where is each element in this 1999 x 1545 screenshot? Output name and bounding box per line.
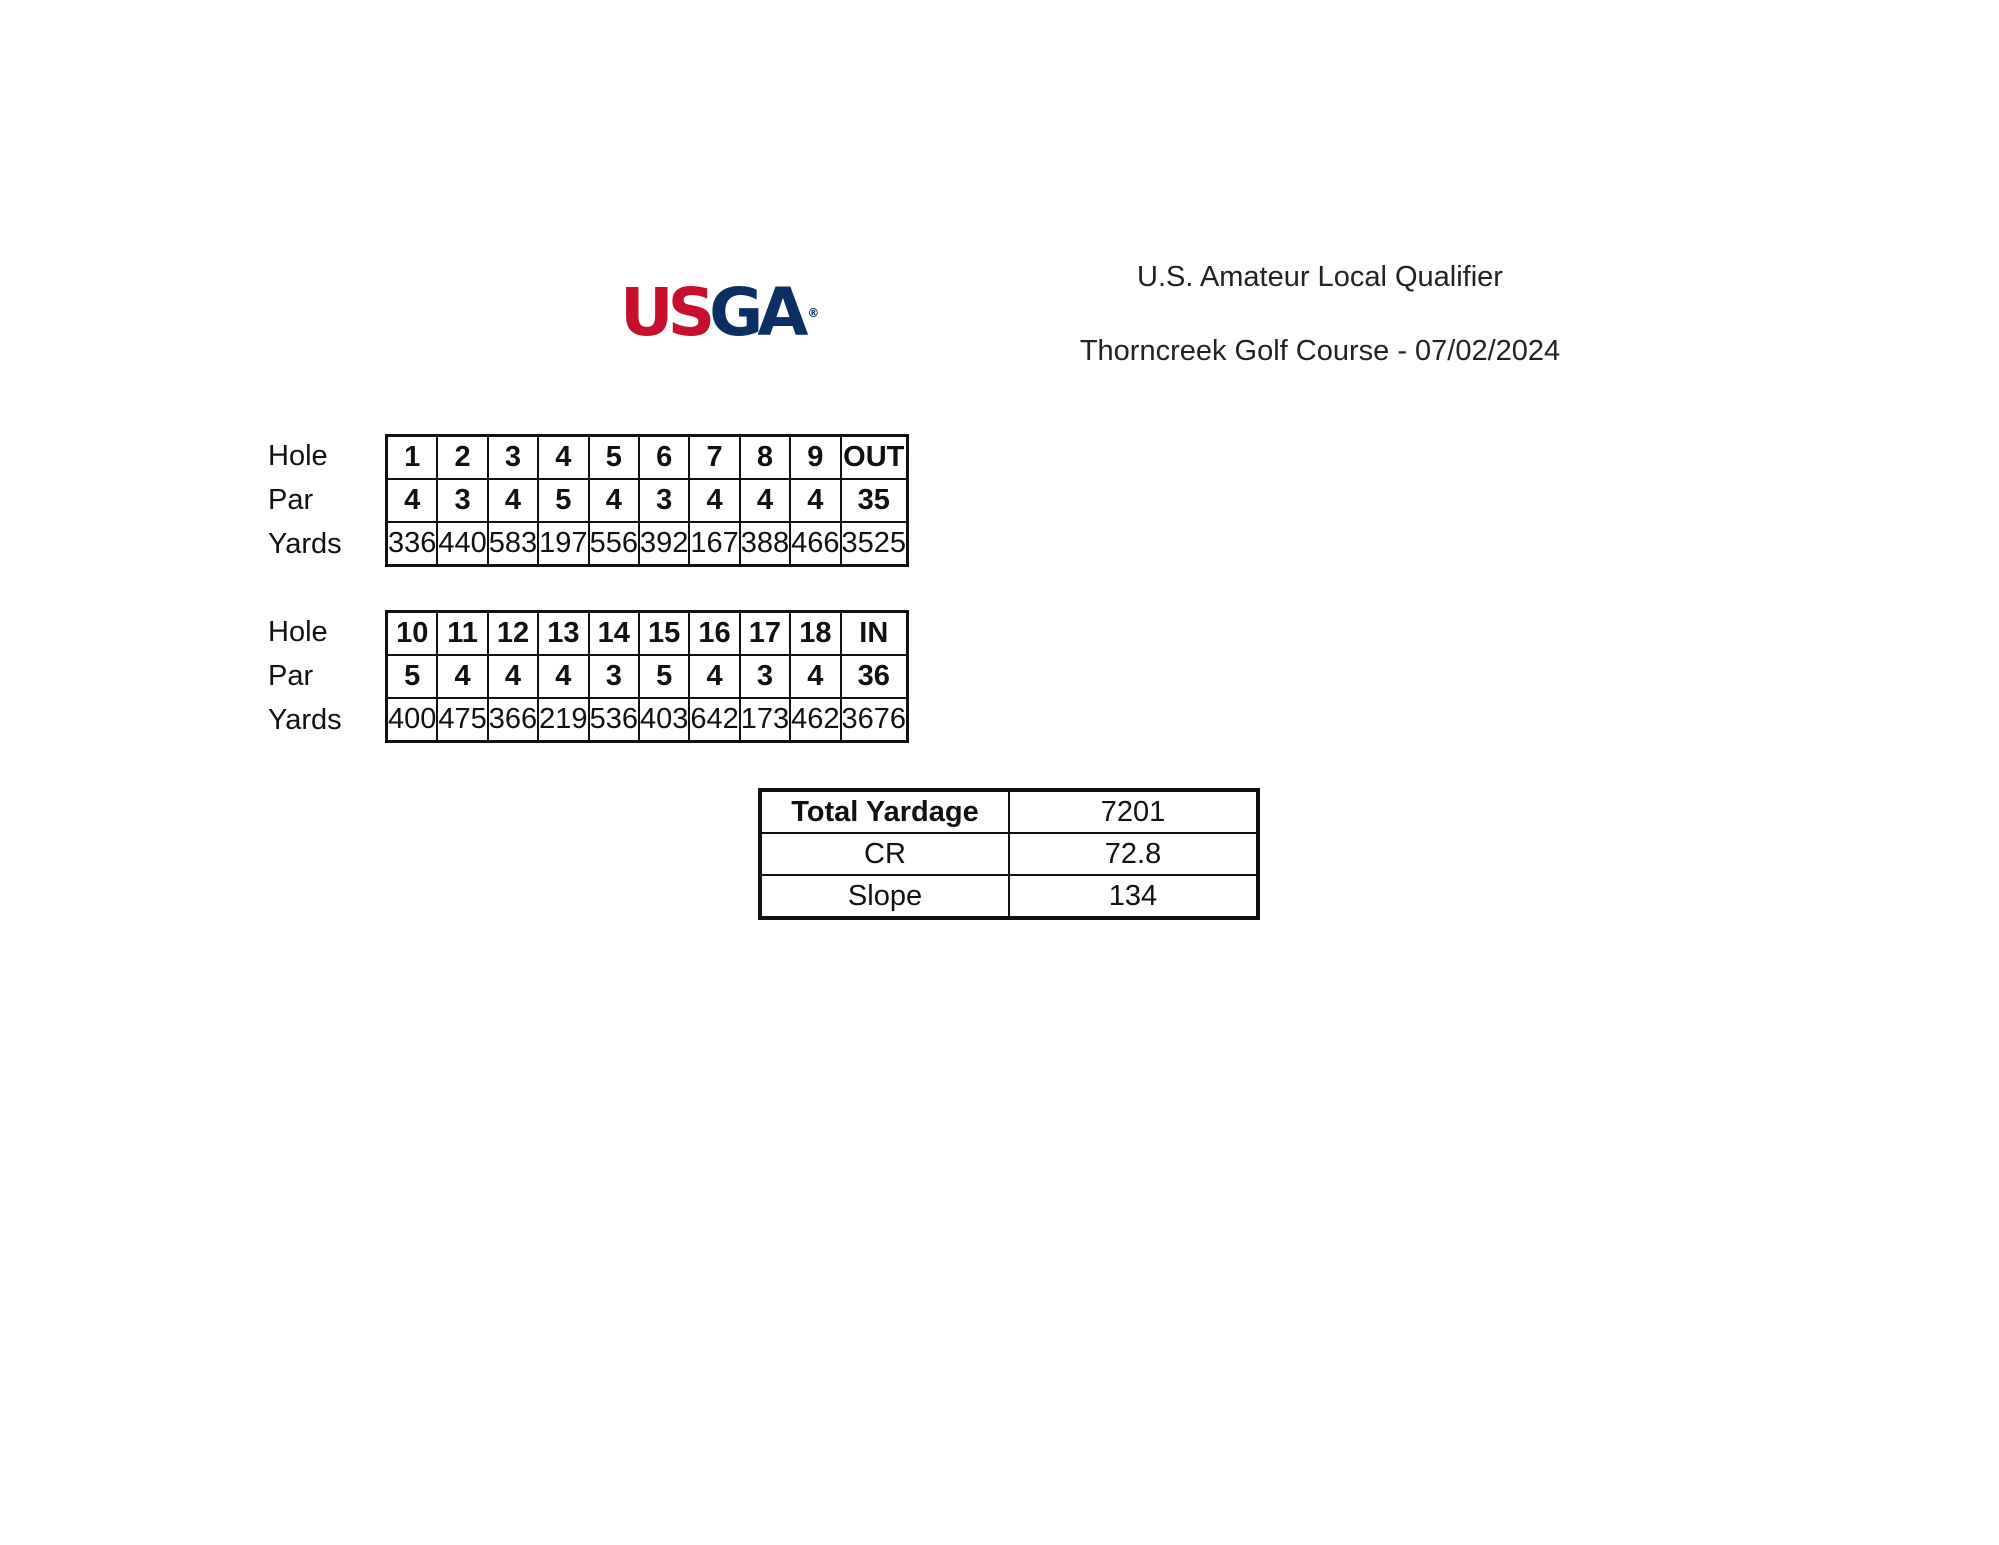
hole-label: Hole: [268, 616, 328, 648]
yards-cell: 440: [437, 522, 487, 566]
hole-cell: OUT: [841, 436, 908, 480]
par-cell: 4: [488, 655, 538, 698]
course-rating-value: 72.8: [1009, 833, 1258, 875]
hole-row: [387, 436, 908, 480]
yards-cell: 366: [488, 698, 538, 742]
par-cell: 4: [689, 655, 739, 698]
par-row: [387, 479, 908, 522]
par-cell: 3: [740, 655, 790, 698]
hole-cell: 10: [387, 612, 438, 656]
yards-cell: 392: [639, 522, 689, 566]
course-summary-table: [758, 788, 1260, 920]
total-yardage-value: 7201: [1009, 790, 1258, 833]
yards-cell: 219: [538, 698, 588, 742]
hole-cell: IN: [841, 612, 908, 656]
yards-cell: 466: [790, 522, 840, 566]
par-cell: 4: [740, 479, 790, 522]
course-rating-row: [760, 833, 1258, 875]
yards-cell: 388: [740, 522, 790, 566]
yards-cell: 462: [790, 698, 840, 742]
yards-cell: 556: [589, 522, 639, 566]
yards-cell: 3525: [841, 522, 908, 566]
yards-cell: 475: [437, 698, 487, 742]
hole-cell: 15: [639, 612, 689, 656]
yards-cell: 336: [387, 522, 438, 566]
yards-cell: 173: [740, 698, 790, 742]
hole-row: [387, 612, 908, 656]
hole-cell: 11: [437, 612, 487, 656]
total-yardage-row: [760, 790, 1258, 833]
slope-value: 134: [1009, 875, 1258, 918]
par-cell: 4: [790, 655, 840, 698]
hole-label: Hole: [268, 440, 328, 472]
par-row: [387, 655, 908, 698]
front-nine-table: [385, 434, 909, 567]
total-yardage-label: Total Yardage: [760, 790, 1009, 833]
par-cell: 3: [639, 479, 689, 522]
yards-label: Yards: [268, 704, 342, 736]
hole-cell: 4: [538, 436, 588, 480]
back-row-labels: [266, 610, 376, 742]
yards-cell: 400: [387, 698, 438, 742]
course-rating-label: CR: [760, 833, 1009, 875]
yards-cell: 167: [689, 522, 739, 566]
par-cell: 5: [639, 655, 689, 698]
hole-cell: 13: [538, 612, 588, 656]
par-cell: 5: [538, 479, 588, 522]
par-cell: 4: [387, 479, 438, 522]
front-row-labels: [266, 434, 376, 566]
yards-label: Yards: [268, 528, 342, 560]
hole-cell: 7: [689, 436, 739, 480]
hole-cell: 14: [589, 612, 639, 656]
hole-cell: 6: [639, 436, 689, 480]
hole-cell: 2: [437, 436, 487, 480]
par-cell: 5: [387, 655, 438, 698]
back-nine-table: [385, 610, 909, 743]
par-cell: 35: [841, 479, 908, 522]
par-cell: 3: [589, 655, 639, 698]
yards-row: [387, 698, 908, 742]
yards-row: [387, 522, 908, 566]
registered-mark: ®: [807, 306, 820, 320]
yards-cell: 536: [589, 698, 639, 742]
par-cell: 4: [589, 479, 639, 522]
par-cell: 4: [437, 655, 487, 698]
par-label: Par: [268, 484, 314, 516]
par-cell: 4: [488, 479, 538, 522]
hole-cell: 18: [790, 612, 840, 656]
hole-cell: 5: [589, 436, 639, 480]
logo-text-us: US: [620, 274, 710, 351]
hole-cell: 17: [740, 612, 790, 656]
par-cell: 36: [841, 655, 908, 698]
event-title: U.S. Amateur Local Qualifier: [1137, 261, 1503, 293]
par-cell: 4: [790, 479, 840, 522]
par-cell: 4: [689, 479, 739, 522]
hole-cell: 1: [387, 436, 438, 480]
course-date-line: Thorncreek Golf Course - 07/02/2024: [1079, 335, 1561, 367]
yards-cell: 3676: [841, 698, 908, 742]
hole-cell: 12: [488, 612, 538, 656]
hole-cell: 8: [740, 436, 790, 480]
par-cell: 4: [538, 655, 588, 698]
par-cell: 3: [437, 479, 487, 522]
slope-label: Slope: [760, 875, 1009, 918]
logo-text-ga: GA: [709, 274, 803, 351]
hole-cell: 16: [689, 612, 739, 656]
hole-cell: 3: [488, 436, 538, 480]
yards-cell: 642: [689, 698, 739, 742]
yards-cell: 403: [639, 698, 689, 742]
yards-cell: 583: [488, 522, 538, 566]
hole-cell: 9: [790, 436, 840, 480]
yards-cell: 197: [538, 522, 588, 566]
usga-logo: [620, 274, 820, 351]
slope-row: [760, 875, 1258, 918]
par-label: Par: [268, 660, 314, 692]
